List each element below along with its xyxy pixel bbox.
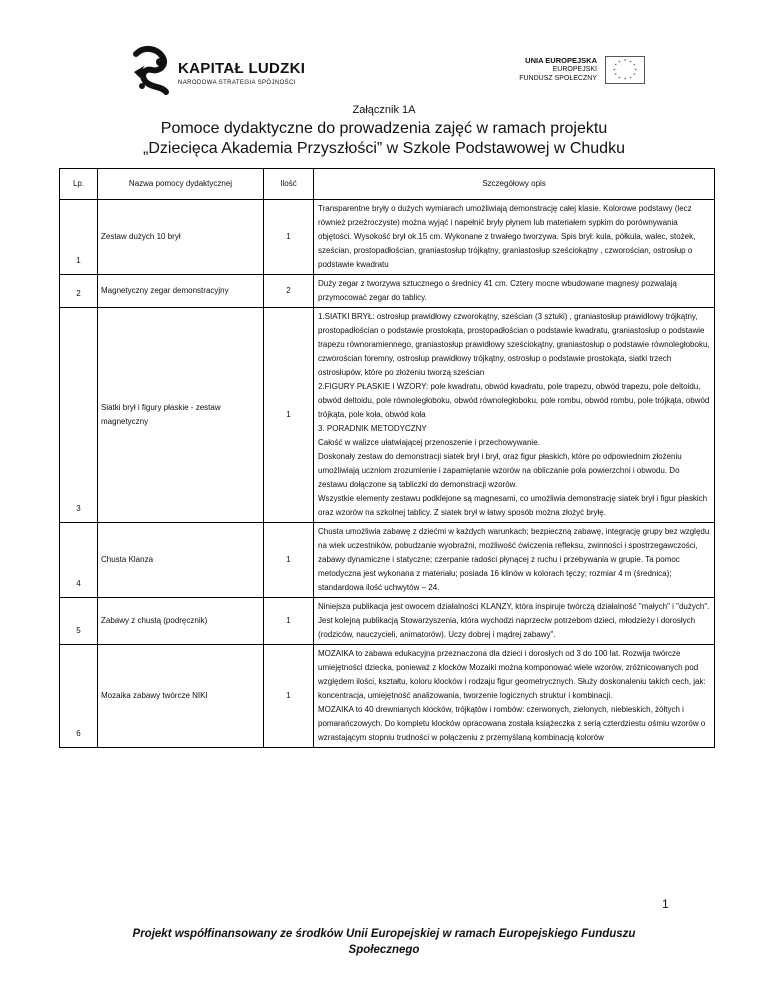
header-name: Nazwa pomocy dydaktycznej — [98, 169, 264, 200]
page-number: 1 — [662, 897, 669, 911]
row-desc: MOZAIKA to zabawa edukacyjna przeznaczona dla dzieci i dorosłych od 3 do 100 lat. Rozwija twórcze umiejętności dziecka, ponieważ z klocków Mozaiki można komponować wiele wzorów, zróżnicowanych pod względem ilości, kształtu, koloru klocków i rodzaju figur geometrycznych. Służy doskonaleniu takich cech, jak: koncentracja, umiejętność analizowania, tworzenie logicznych struktur i kombinacji. MOZAIKA to 40 drewnianych klocków, trójkątów i rombów: czerwonych, zielonych, niebieskich, żółtych i pomarańczowych. Do kompletu klocków opracowana została książeczka z serią czterdziestu ośmiu wzorów o wzrastającym stopniu trudności w połączeniu z przemyślaną kombinacją kolorów — [314, 645, 715, 748]
row-name: Zabawy z chustą (podręcznik) — [98, 598, 264, 645]
header-qty: Ilość — [264, 169, 314, 200]
table-row — [60, 275, 715, 308]
svg-text:*: * — [633, 64, 636, 70]
row-lp: 1 — [60, 200, 98, 275]
document-title-line-2: „Dziecięca Akademia Przyszłości” w Szkole Podstawowej w Chudku — [143, 140, 625, 157]
footer-line-2: Społecznego — [348, 944, 420, 956]
row-name: Zestaw dużych 10 brył — [98, 200, 264, 275]
table-header-row — [60, 169, 715, 200]
table-row — [60, 200, 715, 275]
document-title-line-1: Pomoce dydaktyczne do prowadzenia zajęć w ramach projektu — [160, 120, 608, 137]
row-lp: 5 — [60, 598, 98, 645]
row-qty: 2 — [264, 275, 314, 308]
kapital-ludzki-title: KAPITAŁ LUDZKI — [178, 60, 306, 77]
svg-text:*: * — [618, 60, 621, 66]
table-row — [60, 598, 715, 645]
row-desc: Duży zegar z tworzywa sztucznego o średnicy 41 cm. Cztery mocne wbudowane magnesy pozwalają przymocować zegar do tablicy. — [314, 275, 715, 308]
eu-flag-icon — [605, 56, 645, 84]
row-qty: 1 — [264, 523, 314, 598]
row-qty: 1 — [264, 598, 314, 645]
eu-text — [519, 56, 597, 83]
footer — [0, 926, 768, 958]
row-lp: 3 — [60, 308, 98, 523]
eu-line-1: UNIA EUROPEJSKA — [525, 56, 597, 65]
row-qty: 1 — [264, 645, 314, 748]
row-desc: Transparentne bryły o dużych wymiarach umożliwiają demonstrację całej klasie. Kolorowe podstawy (lecz również przeźroczyste) można wyjąć i napełnić bryły płynem lub materiałem sypkim do porównywania objętości. Wysokość brył ok.15 cm. Wykonane z trwałego tworzywa. Spis brył: kula, półkula, walec, stożek, sześcian, prostopadłościan, graniastosłup trójkątny, graniastosłup sześciokątny , czworościan, ostrosłup o podstawie kwadratu — [314, 200, 715, 275]
row-desc: Chusta umożliwia zabawę z dziećmi w każdych warunkach; bezpieczną zabawę, integrację grupy bez względu na wiek uczestników, pobudzanie wyobraźni, możliwość ćwiczenia refleksu, zwinności i spostrzegawczości, zabawy dynamiczne i statyczne; czerpanie radości płynącej z ruchu i przebywania w grupie. Ta pomoc metodyczna jest wykonana z materiału; posiada 16 klinów w kolorach tęczy; rozmiar 4 m (średnica); standardowa ilość uchwytów – 24. — [314, 523, 715, 598]
kapital-ludzki-logo — [130, 42, 330, 100]
table-row — [60, 645, 715, 748]
eu-line-3: FUNDUSZ SPOŁECZNY — [519, 75, 597, 82]
svg-text:*: * — [614, 73, 617, 79]
eu-line-2: EUROPEJSKI — [552, 66, 597, 73]
row-lp: 6 — [60, 645, 98, 748]
svg-text:*: * — [614, 64, 617, 70]
svg-text:*: * — [634, 68, 637, 74]
row-name: Magnetyczny zegar demonstracyjny — [98, 275, 264, 308]
svg-text:*: * — [623, 59, 627, 65]
header-lp: Lp. — [60, 169, 98, 200]
row-desc: Niniejsza publikacja jest owocem działalności KLANZY, która inspiruje twórczą działalność "małych" i "dużych". Jest kolejną publikacją Stowarzyszenia, która wychodzi naprzeciw potrzebom dzieci, młodzieży i dorosłych (rodziców, nauczycieli, animatorów). Uczy dobrej i mądrej zabawy". — [314, 598, 715, 645]
row-lp: 2 — [60, 275, 98, 308]
row-qty: 1 — [264, 308, 314, 523]
row-desc: 1.SIATKI BRYŁ: ostrosłup prawidłowy czworokątny, sześcian (3 sztuki) , graniastosłup prawidłowy trójkątny, prostopadłościan o podstawie prostokąta, prostopadłościan o podstawie kwadratu, graniastosłup o podstawie trapezu równoramiennego, graniastosłup prawidłowy sześciokątny, graniastosłup o podstawie równoległoboku, czworościan foremny, ostrosłup prawidłowy trójkątny, ostrosłup o podstawie prostokąta, siatki trzech ostrosłupów, które po złożeniu tworzą sześcian 2.FIGURY PŁASKIE I WZORY: pole kwadratu, obwód kwadratu, pole trapezu, obwód trapezu, pole deltoidu, obwód deltoidu, pole równoległoboku, obwód równoległoboku, pole rombu, obwód rombu, pole trójkąta, obwód trójkąta, pole koła, obwód koła 3. PORADNIK METODYCZNY Całość w walizce ułatwiającej przenoszenie i przechowywanie. Doskonały zestaw do demonstracji siatek brył i brył, oraz figur płaskich, które po odpowiednim złożeniu umożliwiają uczniom zrozumienie i zapamiętanie wzorów na obliczanie pola powierzchni i obwodu. Do zestawu dołączone są tabliczki do demonstracji wzorów. Wszystkie elementy zestawu podklejone są magnesami, co umożliwia demonstrację siatek brył i figur płaskich oraz wzorów na szkolnej tablicy. Z siatek brył w łatwy sposób można złożyć bryłę. — [314, 308, 715, 523]
svg-text:*: * — [629, 60, 632, 66]
table-row — [60, 308, 715, 523]
row-qty: 1 — [264, 200, 314, 275]
svg-text:*: * — [618, 76, 621, 82]
table-row — [60, 523, 715, 598]
header-desc: Szczegółowy opis — [314, 169, 715, 200]
footer-line-1: Projekt współfinansowany ze środków Unii Europejskiej w ramach Europejskiego Funduszu — [132, 928, 636, 940]
annex-label: Załącznik 1A — [352, 104, 416, 116]
row-name: Siatki brył i figury płaskie - zestaw magnetyczny — [98, 308, 264, 523]
svg-text:*: * — [633, 73, 636, 79]
row-name: Chusta Klanza — [98, 523, 264, 598]
eu-logo — [495, 56, 645, 86]
svg-text:*: * — [613, 68, 616, 74]
kapital-ludzki-subtitle: NARODOWA STRATEGIA SPÓJNOŚCI — [178, 80, 296, 86]
kapital-ludzki-emblem-icon — [130, 42, 176, 100]
svg-text:*: * — [623, 78, 627, 84]
row-lp: 4 — [60, 523, 98, 598]
row-name: Mozaika zabawy twórcze NIKI — [98, 645, 264, 748]
svg-text:*: * — [629, 76, 632, 82]
teaching-aids-table — [59, 168, 715, 748]
